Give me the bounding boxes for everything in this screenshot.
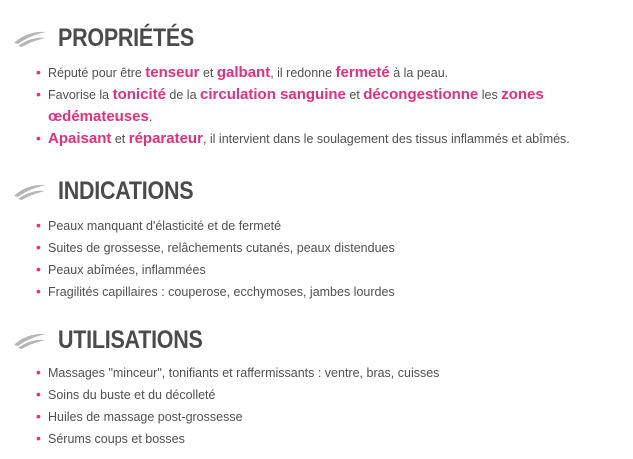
- list-item: [36, 362, 616, 384]
- item-text: Fragilités capillaires : couperose, ecchymoses, jambes lourdes: [48, 285, 395, 299]
- highlight-term: réparateur: [128, 130, 203, 147]
- list-item: [36, 406, 616, 428]
- item-text: à la peau.: [389, 66, 449, 80]
- list-item: [36, 237, 616, 259]
- item-text: Soins du buste et du décolleté: [48, 388, 216, 402]
- section-utilisations: [0, 322, 633, 446]
- highlight-term: zones œdémateuses: [48, 86, 544, 125]
- bullet-icon: •: [36, 283, 41, 299]
- item-text: .: [148, 110, 153, 124]
- highlight-term: décongestionne: [363, 86, 479, 103]
- leaf-swoosh-icon: [12, 29, 48, 47]
- section-header: [0, 20, 633, 56]
- item-text: , il redonne: [270, 66, 336, 80]
- bullet-icon: •: [36, 430, 41, 446]
- section-title: PROPRIÉTÉS: [58, 24, 195, 52]
- item-text: Peaux abîmées, inflammées: [48, 263, 206, 277]
- highlight-term: galbant: [216, 64, 271, 81]
- list-item: [36, 384, 616, 406]
- leaf-swoosh-icon: [12, 331, 48, 349]
- item-text: de la: [165, 88, 201, 102]
- bullet-icon: •: [36, 408, 41, 424]
- highlight-term: tenseur: [145, 64, 200, 81]
- item-text: et: [345, 88, 364, 102]
- bullet-icon: •: [36, 261, 41, 277]
- item-text: Peaux manquant d'élasticité et de fermeté: [48, 219, 282, 233]
- highlight-term: tonicité: [112, 86, 166, 103]
- list-item: [36, 84, 616, 128]
- list-item: [36, 128, 616, 150]
- highlight-term: circulation sanguine: [200, 86, 346, 103]
- item-text: et: [199, 66, 217, 80]
- section-header: [0, 173, 633, 209]
- list-item: [36, 215, 616, 237]
- bullet-icon: •: [36, 386, 41, 402]
- item-text: Favorise la: [48, 88, 113, 102]
- list-item: [36, 259, 616, 281]
- bullet-list: [36, 362, 616, 450]
- section-header: [0, 322, 633, 358]
- item-text: Massages "minceur", tonifiants et raffermissants : ventre, bras, cuisses: [48, 366, 440, 380]
- bullet-icon: •: [36, 130, 41, 146]
- bullet-icon: •: [36, 217, 41, 233]
- item-text: Suites de grossesse, relâchements cutanés, peaux distendues: [48, 241, 395, 255]
- list-item: [36, 428, 616, 450]
- section-title: INDICATIONS: [58, 177, 194, 205]
- list-item: [36, 281, 616, 303]
- item-text: , il intervient dans le soulagement des tissus inflammés et abîmés.: [202, 132, 570, 146]
- bullet-list: [36, 62, 616, 150]
- item-text: et: [111, 132, 129, 146]
- bullet-icon: •: [36, 64, 41, 80]
- section-title: UTILISATIONS: [58, 326, 203, 354]
- item-text: Réputé pour être: [48, 66, 146, 80]
- item-text: Huiles de massage post-grossesse: [48, 410, 243, 424]
- leaf-swoosh-icon: [12, 182, 48, 200]
- bullet-list: [36, 215, 616, 303]
- highlight-term: Apaisant: [48, 130, 112, 147]
- bullet-icon: •: [36, 364, 41, 380]
- section-indications: [0, 173, 633, 299]
- bullet-icon: •: [36, 239, 41, 255]
- bullet-icon: •: [36, 86, 41, 102]
- list-item: [36, 62, 616, 84]
- item-text: Sérums coups et bosses: [48, 432, 185, 446]
- section-proprietes: [0, 20, 633, 147]
- highlight-term: fermeté: [335, 64, 390, 81]
- item-text: les: [478, 88, 502, 102]
